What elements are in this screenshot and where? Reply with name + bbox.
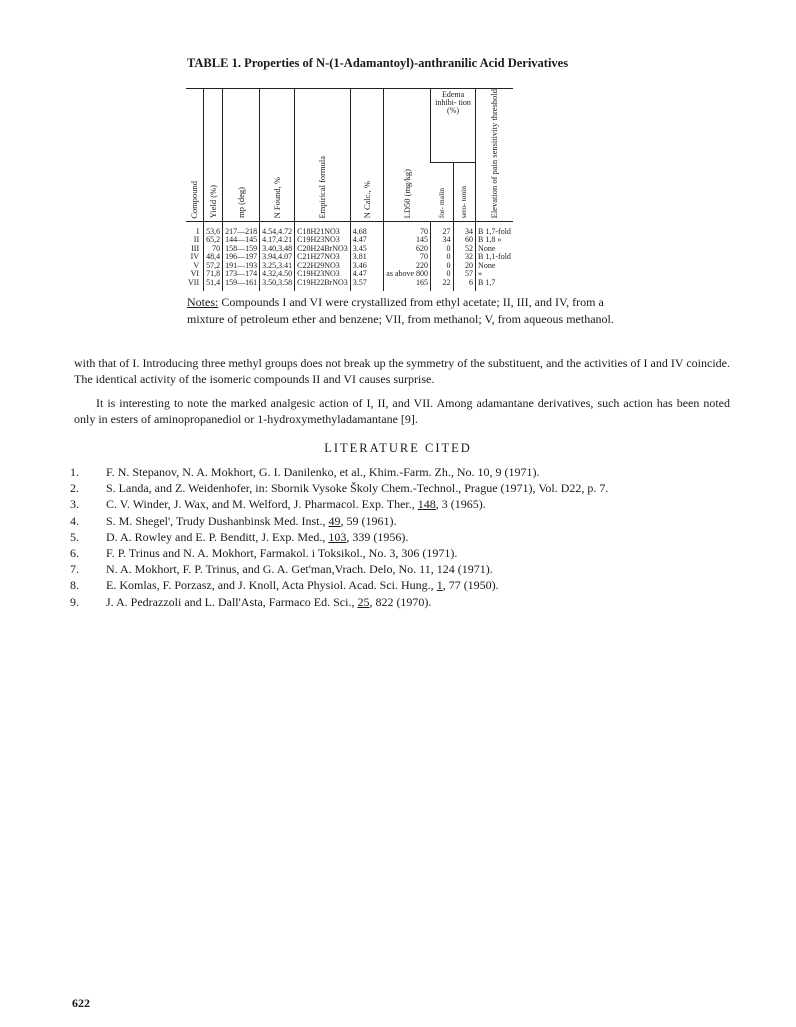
col-pain: Elevation of pain sensitivity threshold: [476, 89, 513, 222]
reference-item: [70, 561, 740, 577]
cell-formula: C21H27NO3: [295, 253, 351, 262]
reference-text: E. Komlas, F. Porzasz, and J. Knoll, Acta Physiol. Acad. Sci. Hung., 1, 77 (1950).: [106, 578, 499, 593]
cell-serotonin: 6: [453, 279, 476, 292]
cell-compound: I: [196, 226, 200, 236]
cell-ld50: 70: [384, 221, 431, 236]
page-number: 622: [72, 996, 90, 1010]
cell-serotonin: 57: [453, 270, 476, 279]
table-row: [186, 221, 513, 236]
col-n-calc: N Calc., %: [350, 89, 384, 222]
reference-text: F. N. Stepanov, N. A. Mokhort, G. I. Danilenko, et al., Khim.-Farm. Zh., No. 10, 9 (1971).: [106, 465, 540, 479]
reference-number: 8.: [70, 578, 79, 593]
col-yield: Yield (%): [204, 89, 223, 222]
cell-n-calc: 3.57: [350, 279, 384, 292]
reference-item: [70, 594, 740, 610]
cell-n-found: 4.54,4.72: [260, 221, 295, 236]
cell-pain: B 1,1-fold: [476, 253, 513, 262]
literature-heading: LITERATURE CITED: [324, 441, 472, 455]
reference-item: [70, 513, 740, 529]
reference-list: [70, 464, 740, 610]
col-edema: Edema inhibi- tion (%): [431, 89, 476, 163]
col-ld50: LD50 (mg/kg): [384, 89, 431, 222]
cell-mp: 217—218: [223, 221, 260, 236]
cell-pain: B 1,7-fold: [476, 221, 513, 236]
reference-number: 1.: [70, 465, 79, 479]
reference-number: 3.: [70, 497, 79, 512]
cell-mp: 158—159: [223, 245, 260, 254]
cell-compound: II: [193, 235, 200, 245]
cell-n-found: 3.50,3.58: [260, 279, 295, 292]
cell-serotonin: 20: [453, 262, 476, 271]
cell-serotonin: 34: [453, 221, 476, 236]
cell-formalin: 34: [431, 236, 454, 245]
cell-yield: 53,6: [204, 221, 223, 236]
cell-pain: B 1,8 »: [476, 236, 513, 245]
cell-formalin: 0: [431, 253, 454, 262]
cell-formalin: 22: [431, 279, 454, 292]
cell-formalin: 0: [431, 245, 454, 254]
cell-ld50: 220: [384, 262, 431, 271]
reference-text: N. A. Mokhort, F. P. Trinus, and G. A. Get'man,Vrach. Delo, No. 11, 124 (1971).: [106, 562, 493, 577]
cell-formula: C18H21NO3: [295, 221, 351, 236]
reference-number: 9.: [70, 594, 79, 609]
cell-yield: 51,4: [204, 279, 223, 292]
cell-compound: V: [193, 260, 200, 270]
cell-serotonin: 32: [453, 253, 476, 262]
cell-compound: VI: [190, 269, 200, 279]
cell-n-found: 3.40,3.48: [260, 245, 295, 254]
cell-n-found: 3.94,4.07: [260, 253, 295, 262]
cell-pain: None: [476, 245, 513, 254]
col-compound: Compound: [186, 89, 204, 222]
cell-n-found: 3.25,3.41: [260, 262, 295, 271]
reference-text: S. M. Shegel', Trudy Dushanbinsk Med. Inst., 49, 59 (1961).: [106, 513, 397, 528]
reference-text: S. Landa, and Z. Weidenhofer, in: Sbornik Vysoke Školy Chem.-Technol., Prague (1971), Vol. D22, p. 7.: [106, 481, 609, 496]
col-mp: mp (deg): [223, 89, 260, 222]
cell-compound: IV: [190, 252, 200, 262]
reference-number: 2.: [70, 481, 79, 496]
properties-table: [186, 88, 513, 291]
cell-n-calc: 4.47: [350, 270, 384, 279]
table-title: TABLE 1. Properties of N-(1-Adamantoyl)-anthranilic Acid Derivatives: [187, 56, 569, 70]
reference-number: 4.: [70, 513, 79, 528]
cell-ld50: 70: [384, 253, 431, 262]
col-formula: Empirical formula: [295, 89, 351, 222]
cell-formula: C19H22BrNO3: [295, 279, 351, 292]
cell-formalin: 27: [431, 221, 454, 236]
cell-mp: 191—193: [223, 262, 260, 271]
reference-item: [70, 496, 740, 512]
cell-ld50: as above 800: [384, 270, 431, 279]
cell-yield: 70: [204, 245, 223, 254]
cell-n-calc: 4.68: [350, 221, 384, 236]
cell-compound: VII: [188, 277, 200, 287]
cell-mp: 196—197: [223, 253, 260, 262]
cell-mp: 159—161: [223, 279, 260, 292]
cell-formula: C19H23NO3: [295, 270, 351, 279]
cell-n-calc: 4.47: [350, 236, 384, 245]
cell-ld50: 165: [384, 279, 431, 292]
cell-formula: C20H24BrNO3: [295, 245, 351, 254]
cell-pain: »: [476, 270, 513, 279]
table-row: [186, 279, 513, 292]
col-n-found: N Found, %: [260, 89, 295, 222]
cell-formula: C19H23NO3: [295, 236, 351, 245]
cell-yield: 65,2: [204, 236, 223, 245]
reference-item: [70, 529, 740, 545]
cell-pain: B 1,7: [476, 279, 513, 292]
reference-item: [70, 480, 740, 496]
paragraph-2: It is interesting to note the marked analgesic action of I, II, and VII. Among adamantane derivatives, such action has been noted only in esters of aminopropanediol or 1-hydroxymethyladamantane [9].: [74, 396, 730, 426]
col-serotonin: sero- tonin: [453, 162, 476, 221]
reference-text: C. V. Winder, J. Wax, and M. Welford, J. Pharmacol. Exp. Ther., 148, 3 (1965).: [106, 497, 486, 512]
cell-yield: 57,2: [204, 262, 223, 271]
reference-number: 5.: [70, 529, 79, 544]
cell-serotonin: 60: [453, 236, 476, 245]
cell-n-calc: 3.46: [350, 262, 384, 271]
reference-item: [70, 577, 740, 593]
cell-formalin: 0: [431, 270, 454, 279]
cell-yield: 48,4: [204, 253, 223, 262]
cell-ld50: 620: [384, 245, 431, 254]
reference-number: 6.: [70, 546, 79, 561]
cell-mp: 144—145: [223, 236, 260, 245]
cell-formula: C22H29NO3: [295, 262, 351, 271]
cell-n-calc: 3.81: [350, 253, 384, 262]
paragraph-1: with that of I. Introducing three methyl groups does not break up the symmetry of the substituent, and the activities of I and IV coincide. The identical activity of the isomeric compounds II and VI causes surprise.: [74, 356, 730, 386]
reference-number: 7.: [70, 562, 79, 577]
reference-text: F. P. Trinus and N. A. Mokhort, Farmakol. i Toksikol., No. 3, 306 (1971).: [106, 546, 458, 561]
table-notes: Notes: Compounds I and VI were crystallized from ethyl acetate; II, III, and IV, from a mixture of petroleum ether and benzene; VII, from methanol; V, from aqueous methanol.: [187, 295, 614, 326]
cell-yield: 71,8: [204, 270, 223, 279]
cell-n-calc: 3.45: [350, 245, 384, 254]
cell-compound: III: [191, 243, 200, 253]
cell-mp: 173—174: [223, 270, 260, 279]
cell-ld50: 145: [384, 236, 431, 245]
cell-serotonin: 52: [453, 245, 476, 254]
cell-formalin: 0: [431, 262, 454, 271]
cell-pain: None: [476, 262, 513, 271]
col-formalin: for- malin: [431, 162, 454, 221]
reference-text: D. A. Rowley and E. P. Benditt, J. Exp. Med., 103, 339 (1956).: [106, 529, 409, 544]
reference-item: [70, 464, 740, 480]
reference-item: [70, 545, 740, 561]
cell-n-found: 4.17,4.21: [260, 236, 295, 245]
cell-n-found: 4.32,4.50: [260, 270, 295, 279]
reference-text: J. A. Pedrazzoli and L. Dall'Asta, Farmaco Ed. Sci., 25, 822 (1970).: [106, 594, 432, 609]
